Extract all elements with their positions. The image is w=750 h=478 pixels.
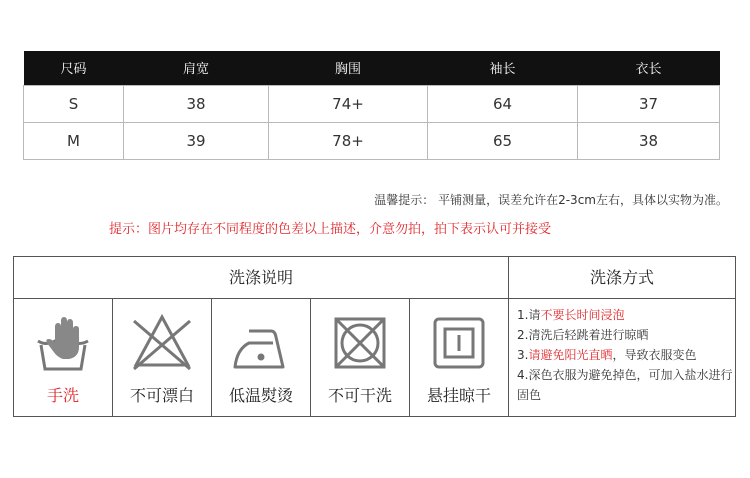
care-icons (14, 299, 509, 416)
color-warning: 提示：图片均存在不同程度的色差以上描述，介意勿拍，拍下表示认可并接受 (109, 222, 552, 237)
size-table-header (24, 51, 720, 85)
cell-length: 37 (578, 85, 720, 122)
care-cell-no-dry-clean (311, 299, 410, 416)
care-cell-low-iron (212, 299, 311, 416)
cell-shoulder: 39 (124, 122, 269, 159)
table-row (24, 85, 720, 122)
hand-wash-label: 手洗 (46, 386, 79, 405)
low-iron-icon (231, 313, 291, 373)
method-item: 4.深色衣服为避免掉色，可加入盐水进行固色 (517, 368, 733, 402)
no-dry-clean-label: 不可干洗 (327, 386, 392, 405)
hang-dry-icon (429, 313, 489, 373)
care-cell-hang-dry (410, 299, 509, 416)
header-size: 尺码 (24, 51, 124, 85)
wash-header (14, 257, 735, 299)
no-dry-clean-icon (330, 313, 390, 373)
header-shoulder: 肩宽 (124, 51, 269, 85)
header-sleeve: 袖长 (428, 51, 578, 85)
cell-shoulder: 38 (124, 85, 269, 122)
no-bleach-icon (132, 313, 192, 373)
low-iron-label: 低温熨烫 (228, 386, 293, 405)
wash-methods (510, 299, 735, 416)
header-length: 衣长 (578, 51, 720, 85)
wash-title-left: 洗涤说明 (14, 257, 509, 298)
cell-size: S (24, 85, 124, 122)
wash-title-right: 洗涤方式 (589, 268, 654, 287)
method-item: 2.清洗后轻跳着进行晾晒 (517, 328, 649, 342)
size-table (23, 51, 720, 160)
cell-chest: 74+ (269, 85, 428, 122)
cell-length: 38 (578, 122, 720, 159)
table-row (24, 122, 720, 159)
no-bleach-label: 不可漂白 (129, 386, 194, 405)
cell-sleeve: 65 (428, 122, 578, 159)
care-cell-hand-wash (14, 299, 113, 416)
measurement-note: 温馨提示： 平铺测量，误差允许在2-3cm左右，具体以实物为准。 (374, 193, 728, 207)
care-cell-no-bleach (113, 299, 212, 416)
method-item: 1.请不要长时间浸泡 (517, 308, 625, 322)
hang-dry-label: 悬挂晾干 (426, 386, 491, 405)
header-chest: 胸围 (269, 51, 428, 85)
cell-chest: 78+ (269, 122, 428, 159)
cell-sleeve: 64 (428, 85, 578, 122)
method-item: 3.请避免阳光直晒，导致衣服变色 (517, 348, 697, 362)
wash-instructions-table (13, 256, 736, 417)
hand-wash-icon (33, 313, 93, 373)
cell-size: M (24, 122, 124, 159)
